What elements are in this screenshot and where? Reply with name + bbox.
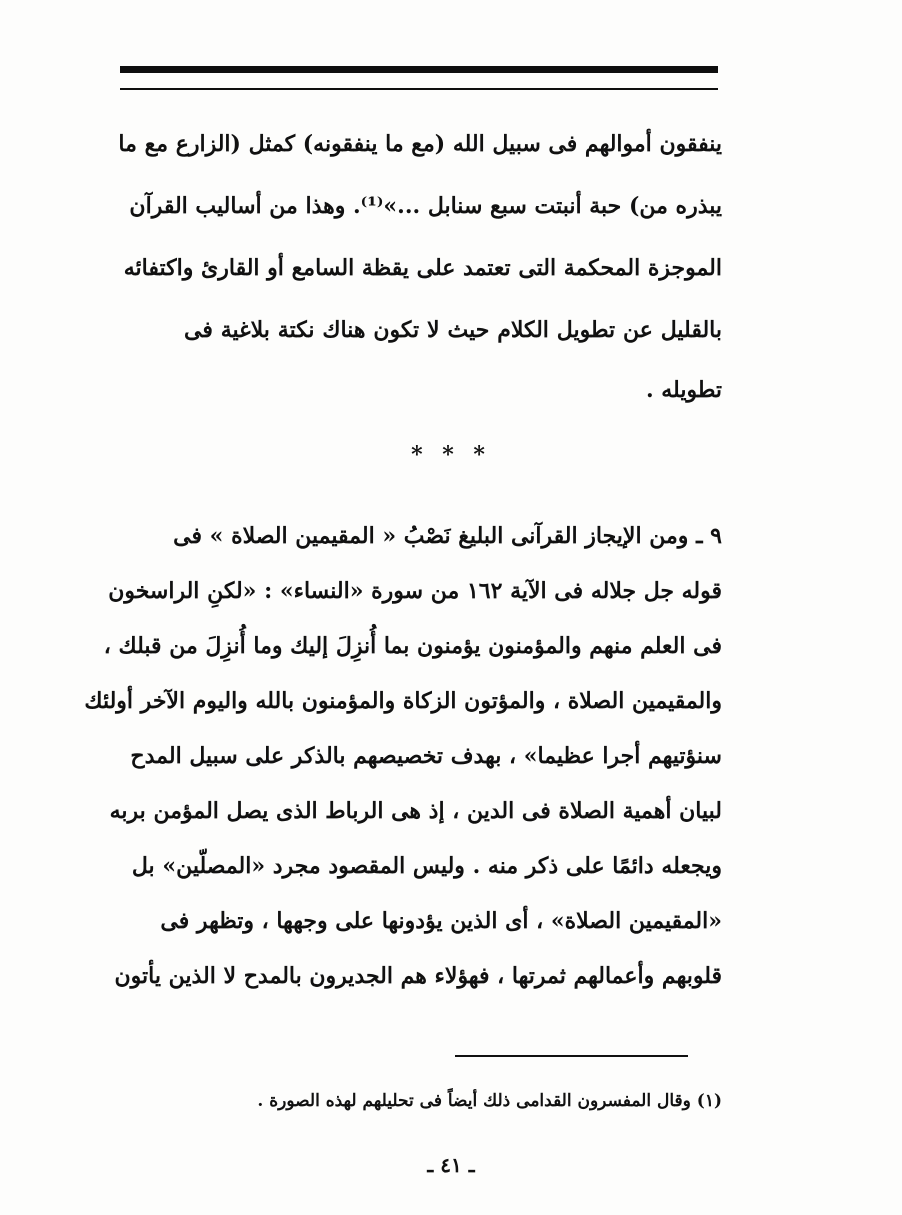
paragraph-main-line: قلوبهم وأعمالهم ثمرتها ، فهؤلاء هم الجديرون بالمدح لا الذين يأتون bbox=[114, 963, 722, 989]
section-separator: * * * bbox=[411, 442, 491, 468]
footnote-rule bbox=[455, 1055, 688, 1057]
paragraph-top-line: الموجزة المحكمة التى تعتمد على يقظة السامع أو القارئ واكتفائه bbox=[123, 255, 722, 281]
paragraph-main-line: سنؤتيهم أجرا عظيما» ، بهدف تخصيصهم بالذكر على سبيل المدح bbox=[130, 743, 722, 769]
header-rule-thick bbox=[120, 66, 718, 73]
paragraph-main-line: والمقيمين الصلاة ، والمؤتون الزكاة والمؤمنون بالله واليوم الآخر أولئك bbox=[84, 688, 722, 714]
paragraph-main-line: فى العلم منهم والمؤمنون يؤمنون بما أُنزِلَ إليك وما أُنزِلَ من قبلك ، bbox=[103, 633, 722, 659]
paragraph-main-line: ٩ ـ ومن الإيجاز القرآنى البليغ نَصْبُ « المقيمين الصلاة » فى bbox=[173, 523, 722, 549]
paragraph-top-line: ينفقون أموالهم فى سبيل الله (مع ما ينفقونه) كمثل (الزارع مع ما bbox=[118, 131, 722, 157]
paragraph-main-line: «المقيمين الصلاة» ، أى الذين يؤدونها على وجهها ، وتظهر فى bbox=[160, 908, 722, 934]
footnote: (١) وقال المفسرون القدامى ذلك أيضاً فى تحليلهم لهذه الصورة . bbox=[257, 1091, 722, 1111]
paragraph-main-line: قوله جل جلاله فى الآية ١٦٢ من سورة «النساء» : «لكنِ الراسخون bbox=[108, 578, 722, 604]
paragraph-top-line: تطويله . bbox=[645, 377, 722, 403]
paragraph-top-line: بالقليل عن تطويل الكلام حيث لا تكون هناك نكتة بلاغية فى bbox=[184, 317, 722, 343]
paragraph-main-line: ويجعله دائمًا على ذكر منه . وليس المقصود مجرد «المصلّين» بل bbox=[131, 853, 722, 879]
paragraph-main-line: لبيان أهمية الصلاة فى الدين ، إذ هى الرباط الذى يصل المؤمن بربه bbox=[109, 798, 722, 824]
paragraph-top-line: يبذره من) حبة أنبتت سبع سنابل ...»⁽¹⁾. وهذا من أساليب القرآن bbox=[129, 193, 722, 219]
page-number: ـ ٤١ ـ bbox=[427, 1153, 475, 1177]
header-rule-thin bbox=[120, 88, 718, 90]
